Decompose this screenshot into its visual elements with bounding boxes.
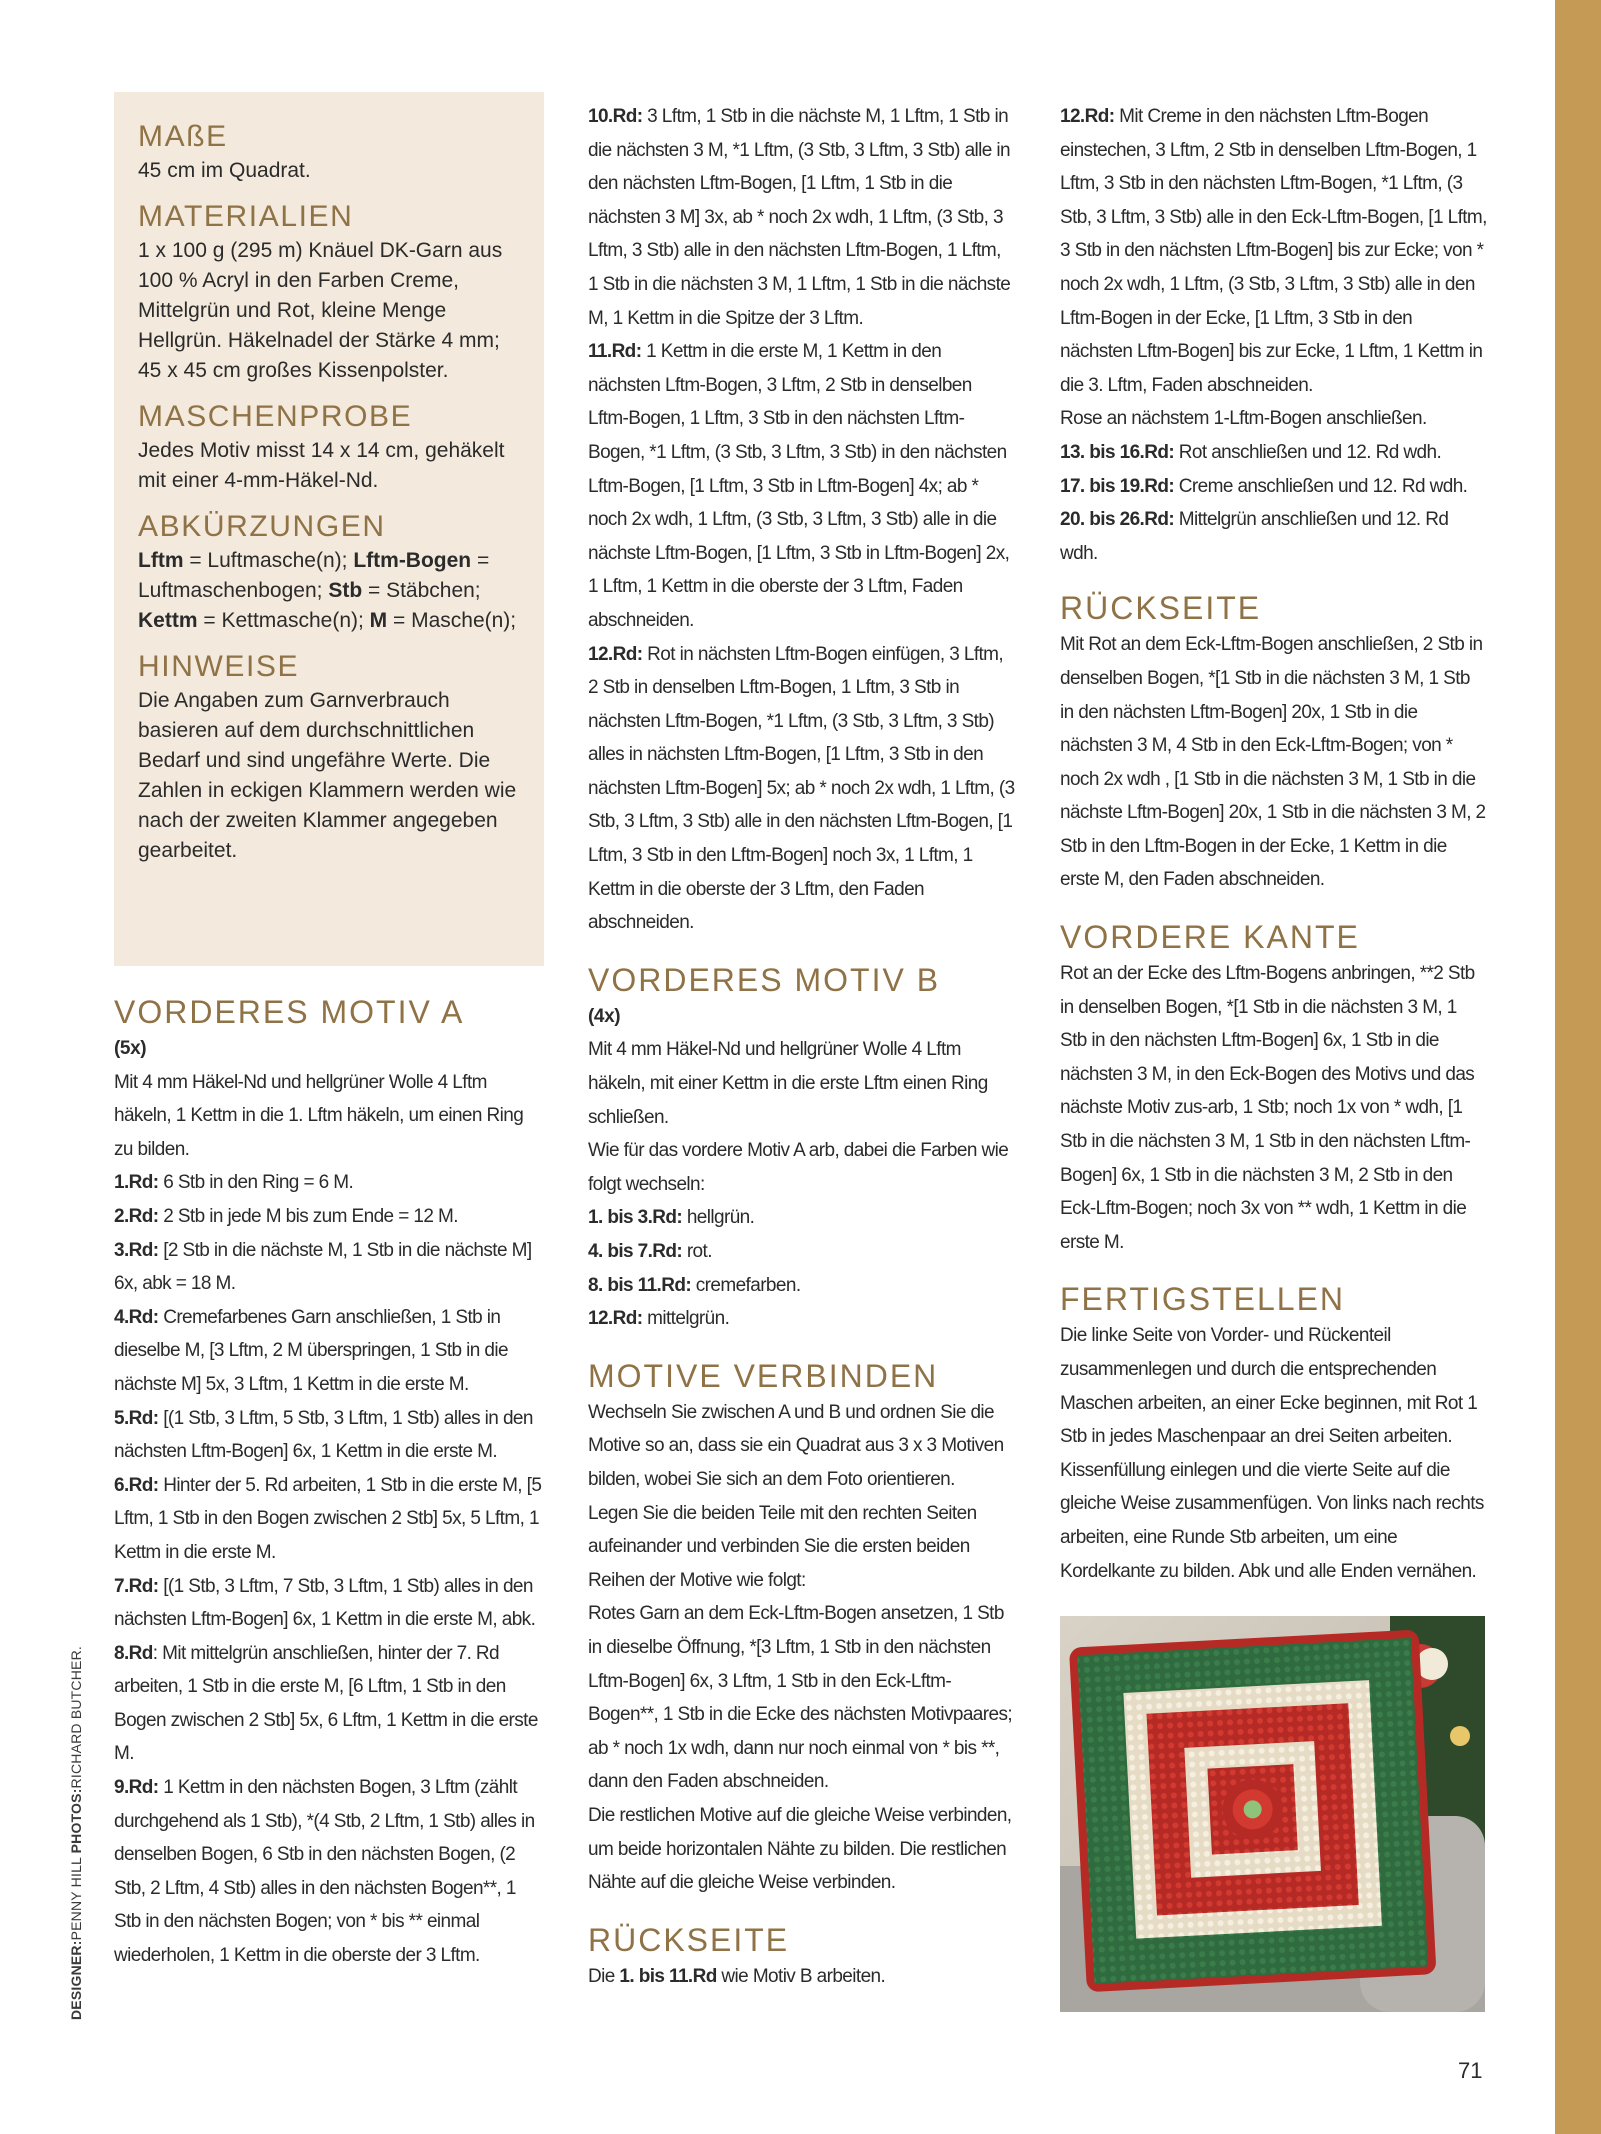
kante-heading: VORDERE KANTE — [1060, 919, 1360, 956]
verbinden-text: Rotes Garn an dem Eck-Lftm-Bogen ansetzen, 1 Stb in dieselbe Öffnung, *[3 Lftm, 1 Stb in den nächsten Lftm-Bogen] 6x, 3 Lftm, 1 Stb in den Eck-Lftm-Bogen**, 1 Stb in die Ecke des nächsten Motivpaares; ab * noch 1x wdh, dann nur noch einmal von * bis **, dann den Faden abschneiden. — [588, 1603, 1013, 1793]
verbinden-text: Wechseln Sie zwischen A und B und ordnen Sie die Motive so an, dass sie ein Quadrat aus 3 x 3 Motiven bilden, wobei Sie sich an dem Foto orientieren. — [588, 1401, 1004, 1490]
motiv-a-row: 1.Rd: 6 Stb in den Ring = 6 M. — [114, 1172, 354, 1194]
rueckseite-heading-2: RÜCKSEITE — [1060, 590, 1262, 627]
fertig-heading: FERTIGSTELLEN — [1060, 1281, 1346, 1318]
hinweise-text: Die Angaben zum Garnverbrauch basieren auf dem durchschnittlichen Bedarf und sind ungefähre Werte. Die Zahlen in eckigen Klammern werden wie nach der zweiten Klammer angegeben gearbeitet. — [138, 689, 517, 862]
materialien-text: 1 x 100 g (295 m) Knäuel DK-Garn aus 100 % Acryl in den Farben Creme, Mittelgrün und Rot, kleine Menge Hellgrün. Häkelnadel der Stärke 4 mm; 45 x 45 cm großes Kissenpolster. — [138, 239, 503, 382]
motiv-a-heading: VORDERES MOTIV A — [114, 994, 465, 1030]
motiv-a-count: (5x) — [114, 1038, 147, 1059]
motiv-a-row: 5.Rd: [(1 Stb, 3 Lftm, 5 Stb, 3 Lftm, 1 Stb) alles in den nächsten Lftm-Bogen] 6x, 1 Kettm in die erste M. — [114, 1407, 533, 1463]
rueckseite-heading: RÜCKSEITE — [588, 1921, 790, 1958]
column-3 — [1060, 100, 1488, 1588]
column-2 — [588, 100, 1015, 1993]
back-row: 17. bis 19.Rd: Creme anschließen und 12. Rd wdh. — [1060, 475, 1468, 497]
materialien-heading: MATERIALIEN — [138, 200, 354, 233]
verbinden-text: Legen Sie die beiden Teile mit den rechten Seiten aufeinander und verbinden Sie die ersten beiden Reihen der Motive wie folgt: — [588, 1502, 977, 1591]
abkuerzungen-heading: ABKÜRZUNGEN — [138, 510, 386, 543]
rueckseite-section — [1060, 588, 1488, 897]
back-row: 13. bis 16.Rd: Rot anschließen und 12. Rd wdh. — [1060, 441, 1442, 463]
masse-text: 45 cm im Quadrat. — [138, 159, 311, 182]
verbinden-text: Die restlichen Motive auf die gleiche Weise verbinden, um beide horizontalen Nähte zu bilden. Die restlichen Nähte auf die gleiche Weise verbinden. — [588, 1804, 1012, 1894]
fertig-text: Die linke Seite von Vorder- und Rückenteil zusammenlegen und durch die entsprechenden Maschen arbeiten, an einer Ecke beginnen, mit Rot 1 Stb in jedes Maschenpaar an drei Seiten arbeiten. Kissenfüllung einlegen und die vierte Seite auf die gleiche Weise zusammenfügen. Von links nach rechts arbeiten, eine Runde Stb arbeiten, um eine Kordelkante zu bilden. Abk und alle Enden vernähen. — [1060, 1325, 1484, 1582]
motiv-a-row: 4.Rd: Cremefarbenes Garn anschließen, 1 Stb in dieselbe M, [3 Lftm, 2 M überspringen, 1 Stb in die nächste M] 5x, 3 Lftm, 1 Kettm in die erste M. — [114, 1306, 508, 1395]
verbinden-section — [588, 1356, 1015, 1900]
verbinden-heading: MOTIVE VERBINDEN — [588, 1357, 939, 1394]
masse-heading: MAßE — [138, 120, 228, 153]
motiv-b-row: 8. bis 11.Rd: cremefarben. — [588, 1274, 801, 1296]
back-row: 20. bis 26.Rd: Mittelgrün anschließen und 12. Rd wdh. — [1060, 509, 1449, 564]
rueckseite-text-2: Mit Rot an dem Eck-Lftm-Bogen anschließen, 2 Stb in denselben Bogen, *[1 Stb in die nächsten 3 M, 1 Stb in den nächsten Lftm-Bogen] 20x, 1 Stb in die nächsten 3 M, 4 Stb in den Eck-Lftm-Bogen; von * noch 2x wdh , [1 Stb in die nächsten 3 M, 1 Stb in die nächste Lftm-Bogen] 20x, 1 Stb in die nächsten 3 M, 2 Stb in den Lftm-Bogen in der Ecke, 1 Kettm in die erste M, den Faden abschneiden. — [1060, 634, 1486, 891]
kante-text: Rot an der Ecke des Lftm-Bogens anbringen, **2 Stb in denselben Bogen, *[1 Stb in die nächsten 3 M, 1 Stb in den nächsten Lftm-Bogen] 6x, 1 Stb in die nächsten 3 M, in den Eck-Bogen des Motivs und das nächste Motiv zus-arb, 1 Stb; noch 1x von * wdh, [1 Stb in die nächsten 3 M, 1 Stb in den nächsten Lftm-Bogen] 6x, 1 Stb in die nächsten 3 M, 2 Stb in den Eck-Lftm-Bogen; noch 3x von ** wdh, 1 Kettm in die erste M. — [1060, 963, 1475, 1253]
rose-text: Rose an nächstem 1-Lftm-Bogen anschließen. — [1060, 408, 1427, 430]
motiv-a-row: 2.Rd: 2 Stb in jede M bis zum Ende = 12 M. — [114, 1205, 458, 1227]
rueckseite-text: Die 1. bis 11.Rd wie Motiv B arbeiten. — [588, 1965, 886, 1987]
motiv-a-row: 7.Rd: [(1 Stb, 3 Lftm, 7 Stb, 3 Lftm, 1 Stb) alles in den nächsten Lftm-Bogen] 6x, 1 Kettm in die erste M, abk. — [114, 1575, 536, 1631]
motiv-b-count: (4x) — [588, 1005, 621, 1027]
abkuerzungen-text: Lftm = Luftmasche(n); Lftm-Bogen = Luftmaschenbogen; Stb = Stäbchen; Kettm = Kettmasche(n); M = Masche(n); — [138, 549, 517, 632]
motiv-b-intro-2: Wie für das vordere Motiv A arb, dabei die Farben wie folgt wechseln: — [588, 1140, 1009, 1195]
pillow-photo — [1060, 1616, 1485, 2012]
motiv-b-row: 4. bis 7.Rd: rot. — [588, 1241, 712, 1262]
hinweise-heading: HINWEISE — [138, 650, 300, 683]
row-11: 11.Rd: 1 Kettm in die erste M, 1 Kettm in den nächsten Lftm-Bogen, 3 Lftm, 2 Stb in denselben Lftm-Bogen, 1 Lftm, 3 Stb in den nächsten Lftm-Bogen, *1 Lftm, (3 Stb, 3 Lftm, 3 Stb) in den nächsten Lftm-Bogen, [1 Lftm, 3 Stb in Lftm-Bogen] 4x; ab * noch 2x wdh, 1 Lftm, (3 Stb, 3 Lftm, 3 Stb) alle in die nächste Lftm-Bogen, [1 Lftm, 3 Stb in Lftm-Bogen] 2x, 1 Lftm, 1 Kettm in die oberste der 3 Lftm, Faden abschneiden. — [588, 341, 1010, 631]
rueckseite-b-section — [588, 1920, 1015, 1994]
motiv-b-row: 12.Rd: mittelgrün. — [588, 1308, 730, 1330]
motiv-a-row: 8.Rd: Mit mittelgrün anschließen, hinter der 7. Rd arbeiten, 1 Stb in die erste M, [6 Lftm, 1 Stb in den Bogen zwischen 2 Stb] 5x, 6 Lftm, 1 Kettm in die erste M. — [114, 1642, 538, 1765]
row-12: 12.Rd: Rot in nächsten Lftm-Bogen einfügen, 3 Lftm, 2 Stb in denselben Lftm-Bogen, 1 Lftm, 3 Stb in nächsten Lftm-Bogen, *1 Lftm, (3 Stb, 3 Lftm, 3 Stb) alles in nächsten Lftm-Bogen, [1 Lftm, 3 Stb in den nächsten Lftm-Bogen] 5x; ab * noch 2x wdh, 1 Lftm, (3 Stb, 3 Lftm, 3 Stb) alle in den nächsten Lftm-Bogen, [1 Lftm, 3 Stb in den Lftm-Bogen] noch 3x, 1 Lftm, 1 Kettm in die oberste der 3 Lftm, den Faden abschneiden. — [588, 643, 1015, 934]
fertig-section — [1060, 1279, 1488, 1588]
motiv-a-row: 9.Rd: 1 Kettm in den nächsten Bogen, 3 Lftm (zählt durchgehend als 1 Stb), *(4 Stb, 2 Lftm, 1 Stb) alles in denselben Bogen, 6 Stb in den nächsten Bogen, (2 Stb, 2 Lftm, 4 Stb) alles in den nächsten Bogen**, 1 Stb in den nächsten Bogen; von * bis ** einmal wiederholen, 1 Kettm in die oberste der 3 Lftm. — [114, 1777, 535, 1967]
column-1 — [114, 92, 544, 1973]
motiv-a-section — [114, 992, 544, 1973]
motiv-a-row: 6.Rd: Hinter der 5. Rd arbeiten, 1 Stb in die erste M, [5 Lftm, 1 Stb in den Bogen zwischen 2 Stb] 5x, 5 Lftm, 1 Kettm in die erste M. — [114, 1474, 542, 1563]
maschenprobe-text: Jedes Motiv misst 14 x 14 cm, gehäkelt mit einer 4-mm-Häkel-Nd. — [138, 439, 505, 492]
photo-credit: DESIGNER:PENNY HILL PHOTOS:RICHARD BUTCHER. — [68, 1646, 84, 2020]
motiv-b-section — [588, 960, 1015, 1336]
motiv-a-intro: Mit 4 mm Häkel-Nd und hellgrüner Wolle 4 Lftm häkeln, 1 Kettm in die 1. Lftm häkeln, um einen Ring zu bilden. — [114, 1071, 524, 1160]
motiv-b-intro: Mit 4 mm Häkel-Nd und hellgrüner Wolle 4 Lftm häkeln, mit einer Kettm in die erste Lftm einen Ring schließen. — [588, 1039, 988, 1128]
page-number: 71 — [1458, 2058, 1483, 2083]
row-10: 10.Rd: 3 Lftm, 1 Stb in die nächste M, 1 Lftm, 1 Stb in die nächsten 3 M, *1 Lftm, (3 Stb, 3 Lftm, 3 Stb) alle in den nächsten Lftm-Bogen, [1 Lftm, 1 Stb in die nächsten 3 M] 3x, ab * noch 2x wdh, 1 Lftm, (3 Stb, 3 Lftm, 3 Stb) alle in den nächsten Lftm-Bogen, 1 Lftm, 1 Stb in die nächsten 3 M, 1 Lftm, 1 Stb in die nächste M, 1 Kettm in die Spitze der 3 Lftm. — [588, 106, 1011, 329]
info-box — [114, 92, 544, 966]
row-12-back: 12.Rd: Mit Creme in den nächsten Lftm-Bogen einstechen, 3 Lftm, 2 Stb in denselben Lftm-Bogen, 1 Lftm, 3 Stb in den nächsten Lftm-Bogen, *1 Lftm, (3 Stb, 3 Lftm, 3 Stb) alle in den Eck-Lftm-Bogen, [1 Lftm, 3 Stb in den nächsten Lftm-Bogen] bis zur Ecke; von * noch 2x wdh, 1 Lftm, (3 Stb, 3 Lftm, 3 Stb) alle in den Lftm-Bogen in der Ecke, [1 Lftm, 3 Stb in den nächsten Lftm-Bogen] bis zur Ecke, 1 Lftm, 1 Kettm in die 3. Lftm, Faden abschneiden. — [1060, 106, 1487, 396]
maschenprobe-heading: MASCHENPROBE — [138, 400, 413, 433]
motiv-b-heading: VORDERES MOTIV B — [588, 961, 941, 998]
motiv-a-row: 3.Rd: [2 Stb in die nächste M, 1 Stb in die nächste M] 6x, abk = 18 M. — [114, 1239, 532, 1295]
motiv-b-row: 1. bis 3.Rd: hellgrün. — [588, 1207, 755, 1229]
gold-edge-strip — [1555, 0, 1601, 2134]
kante-section — [1060, 917, 1488, 1259]
